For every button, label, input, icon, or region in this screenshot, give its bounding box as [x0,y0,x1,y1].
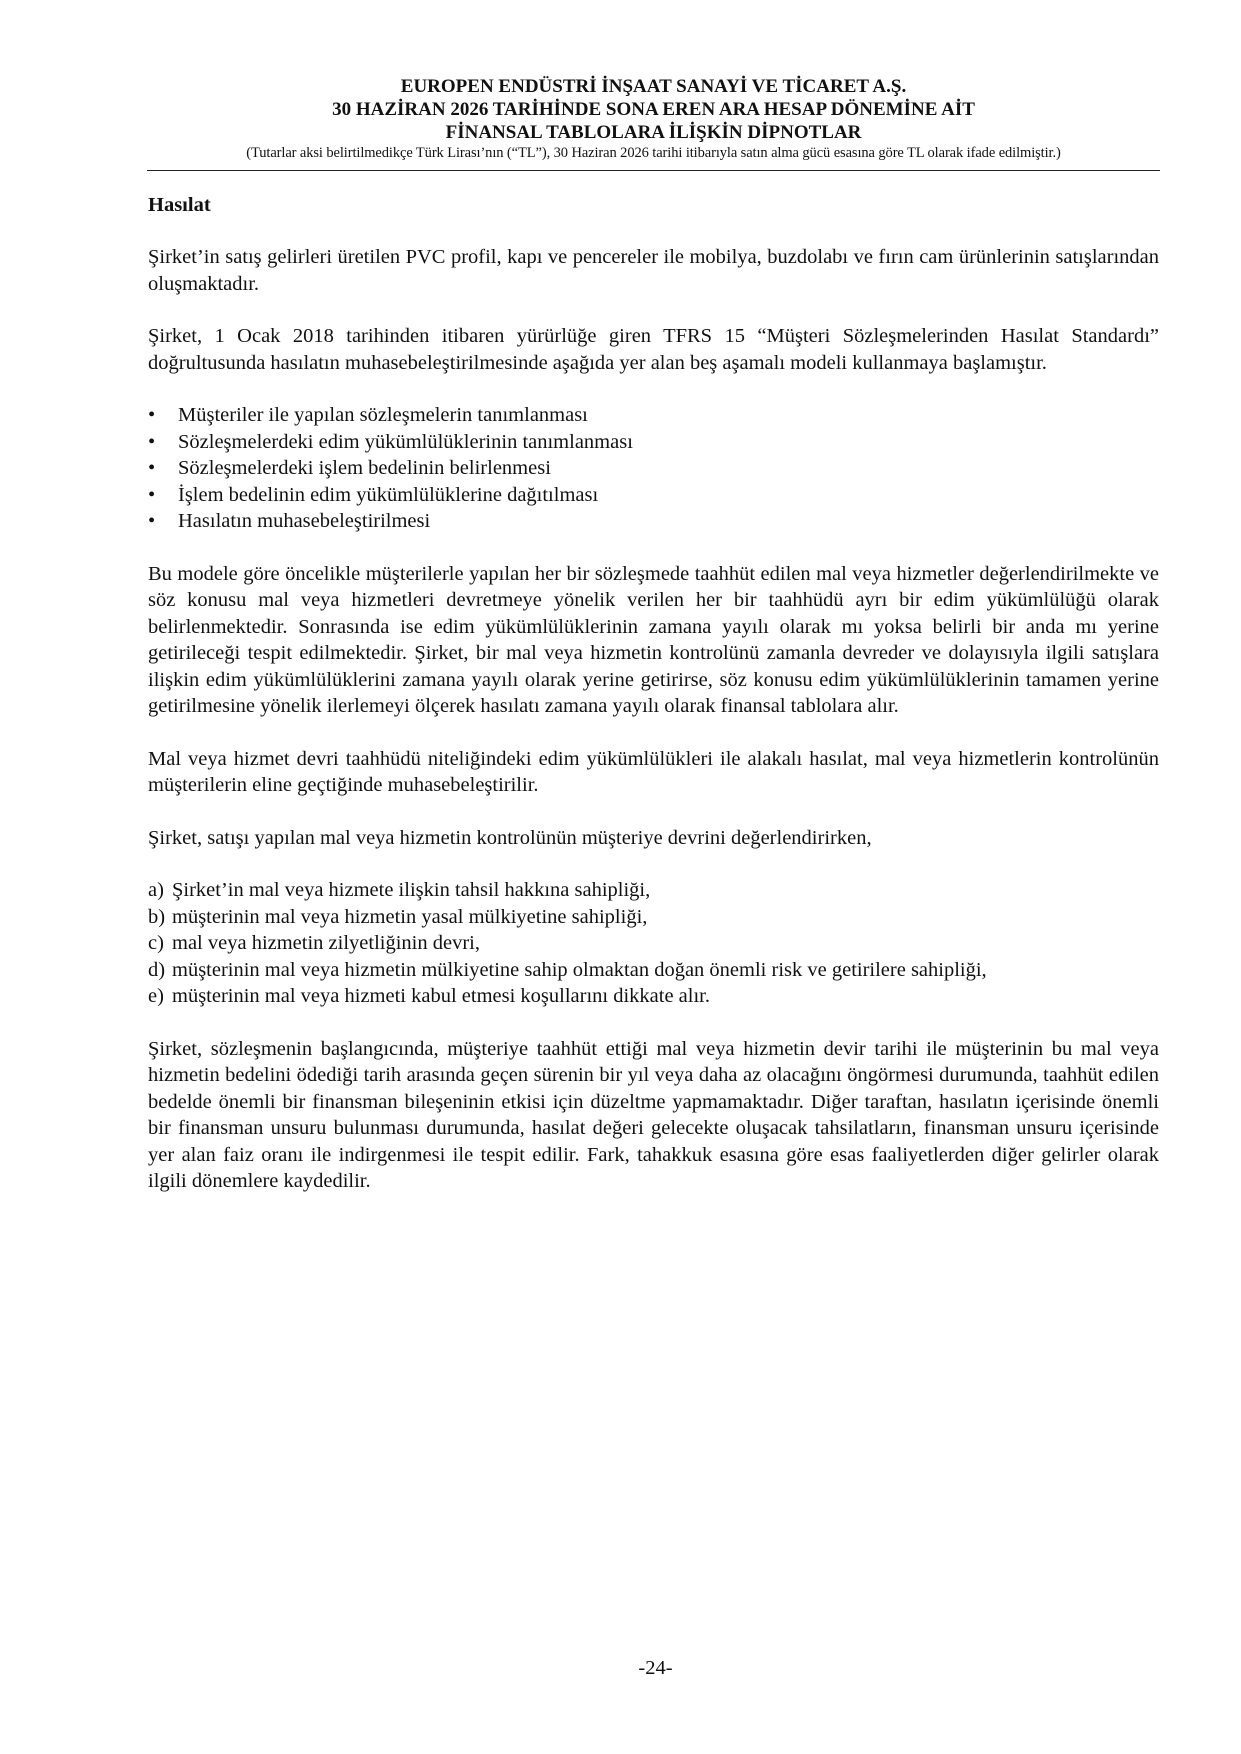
list-item [148,904,1159,931]
header-divider [147,170,1160,171]
list-item-marker: a) [148,879,164,901]
paragraph-financing-component: Şirket, sözleşmenin başlangıcında, müşteriye taahhüt ettiği mal veya hizmetin devir tarihi ile müşterinin bu mal veya hizmetin bedelini ödediği tarih arasında geçen sürenin bir yıl veya daha az olacağını öngörmesi durumunda, taahhüt edilen bedelde önemli bir finansman bileşeninin etkisi için düzeltme yapmamaktadır. Diğer taraftan, hasılatın içerisinde önemli bir finansman unsuru bulunması durumunda, hasılat değeri gelecekte oluşacak tahsilatların, finansman unsuru içerisinde yer alan faiz oranı ile indirgenmesi ile tespit edilir. Fark, tahakkuk esasına göre esas faaliyetlerden diğer gelirler olarak ilgili dönemlere kaydedilir. [148,1037,1159,1192]
company-name: EUROPEN ENDÜSTRİ İNŞAAT SANAYİ VE TİCARET A.Ş. [400,76,907,97]
list-item-marker: b) [148,905,166,928]
list-item-marker: c) [148,932,164,954]
list-item-marker: d) [148,958,166,981]
paragraph-tfrs15-model: Şirket, 1 Ocak 2018 tarihinden itibaren yürürlüğe giren TFRS 15 “Müşteri Sözleşmelerinden Hasılat Standardı” doğrultusunda hasılatın muhasebeleştirilmesinde aşağıda yer alan beş aşamalı modeli kullanmaya başlamıştır. [148,325,1159,374]
bullet-icon: • [148,457,156,479]
list-item [148,877,1159,904]
list-item-text: mal veya hizmetin zilyetliğinin devri, [172,932,480,954]
bullet-icon: • [148,430,156,453]
five-step-model-list [148,402,1159,535]
control-criteria-list [148,877,1159,1010]
list-item-text: Hasılatın muhasebeleştirilmesi [178,510,431,532]
list-item [148,429,1159,456]
list-item [148,957,1159,984]
list-item-text: müşterinin mal veya hizmetin mülkiyetine sahip olmaktan doğan önemli risk ve getirilere sahipliği, [172,958,987,981]
paragraph-revenue-sources: Şirket’in satış gelirleri üretilen PVC profil, kapı ve pencereler ile mobilya, buzdolabı ve fırın cam ürünlerinin satışlarından oluşmaktadır. [148,246,1159,295]
reporting-period: 30 HAZİRAN 2026 TARİHİNDE SONA EREN ARA HESAP DÖNEMİNE AİT [332,99,975,120]
paragraph-recognition-timing: Mal veya hizmet devri taahhüdü niteliğindeki edim yükümlülükleri ile alakalı hasılat, mal veya hizmetlerin kontrolünün müşterilerin eline geçtiğinde muhasebeleştirilir. [148,747,1159,796]
list-item-text: müşterinin mal veya hizmeti kabul etmesi koşullarını dikkate alır. [172,985,710,1007]
paragraph-performance-obligations: Bu modele göre öncelikle müşterilerle yapılan her bir sözleşmede taahhüt edilen mal veya hizmetler değerlendirilmekte ve söz konusu mal veya hizmetleri devretmeye yönelik verilen her bir taahhüdü ayrı bir edim yükümlülüğü olarak belirlenmektedir. Sonrasında ise edim yükümlülüklerinin zamana yayılı olarak mı yoksa belirli bir anda mı yerine getirileceği tespit edilmektedir. Şirket, bir mal veya hizmetin kontrolünü zamanla devreder ve dolayısıyla ilgili satışlara ilişkin edim yükümlülüklerini zamana yayılı olarak yerine getirirse, söz konusu edim yükümlülüklerinin tamamen yerine getirilmesine yönelik ilerlemeyi ölçerek hasılatı zamana yayılı olarak finansal tablolara alır. [148,562,1159,717]
bullet-icon: • [148,404,156,426]
bullet-icon: • [148,510,156,532]
document-body [148,192,1159,1221]
bullet-icon: • [148,483,156,506]
paragraph-control-transfer-intro: Şirket, satışı yapılan mal veya hizmetin kontrolünün müşteriye devrini değerlendirirken, [148,826,872,849]
page-number: -24- [638,1657,673,1679]
list-item-text: Şirket’in mal veya hizmete ilişkin tahsil hakkına sahipliği, [172,879,651,901]
list-item [148,930,1159,957]
list-item [148,455,1159,482]
list-item-text: müşterinin mal veya hizmetin yasal mülkiyetine sahipliği, [172,905,648,928]
list-item-text: İşlem bedelinin edim yükümlülüklerine dağıtılması [178,483,599,506]
list-item-text: Müşteriler ile yapılan sözleşmelerin tanımlanması [178,404,588,426]
list-item [148,402,1159,429]
list-item-marker: e) [148,985,164,1007]
list-item-text: Sözleşmelerdeki edim yükümlülüklerinin tanımlanması [178,430,633,453]
document-subject: FİNANSAL TABLOLARA İLİŞKİN DİPNOTLAR [445,122,862,143]
section-title: Hasılat [148,194,211,216]
currency-note: (Tutarlar aksi belirtilmedikçe Türk Lirası’nın (“TL”), 30 Haziran 2026 tarihi itibarıyla satın alma gücü esasına göre TL olarak ifade edilmiştir.) [246,145,1061,161]
list-item [148,983,1159,1010]
list-item [148,508,1159,535]
list-item [148,482,1159,509]
list-item-text: Sözleşmelerdeki işlem bedelinin belirlenmesi [178,457,551,479]
page-header [147,75,1160,162]
